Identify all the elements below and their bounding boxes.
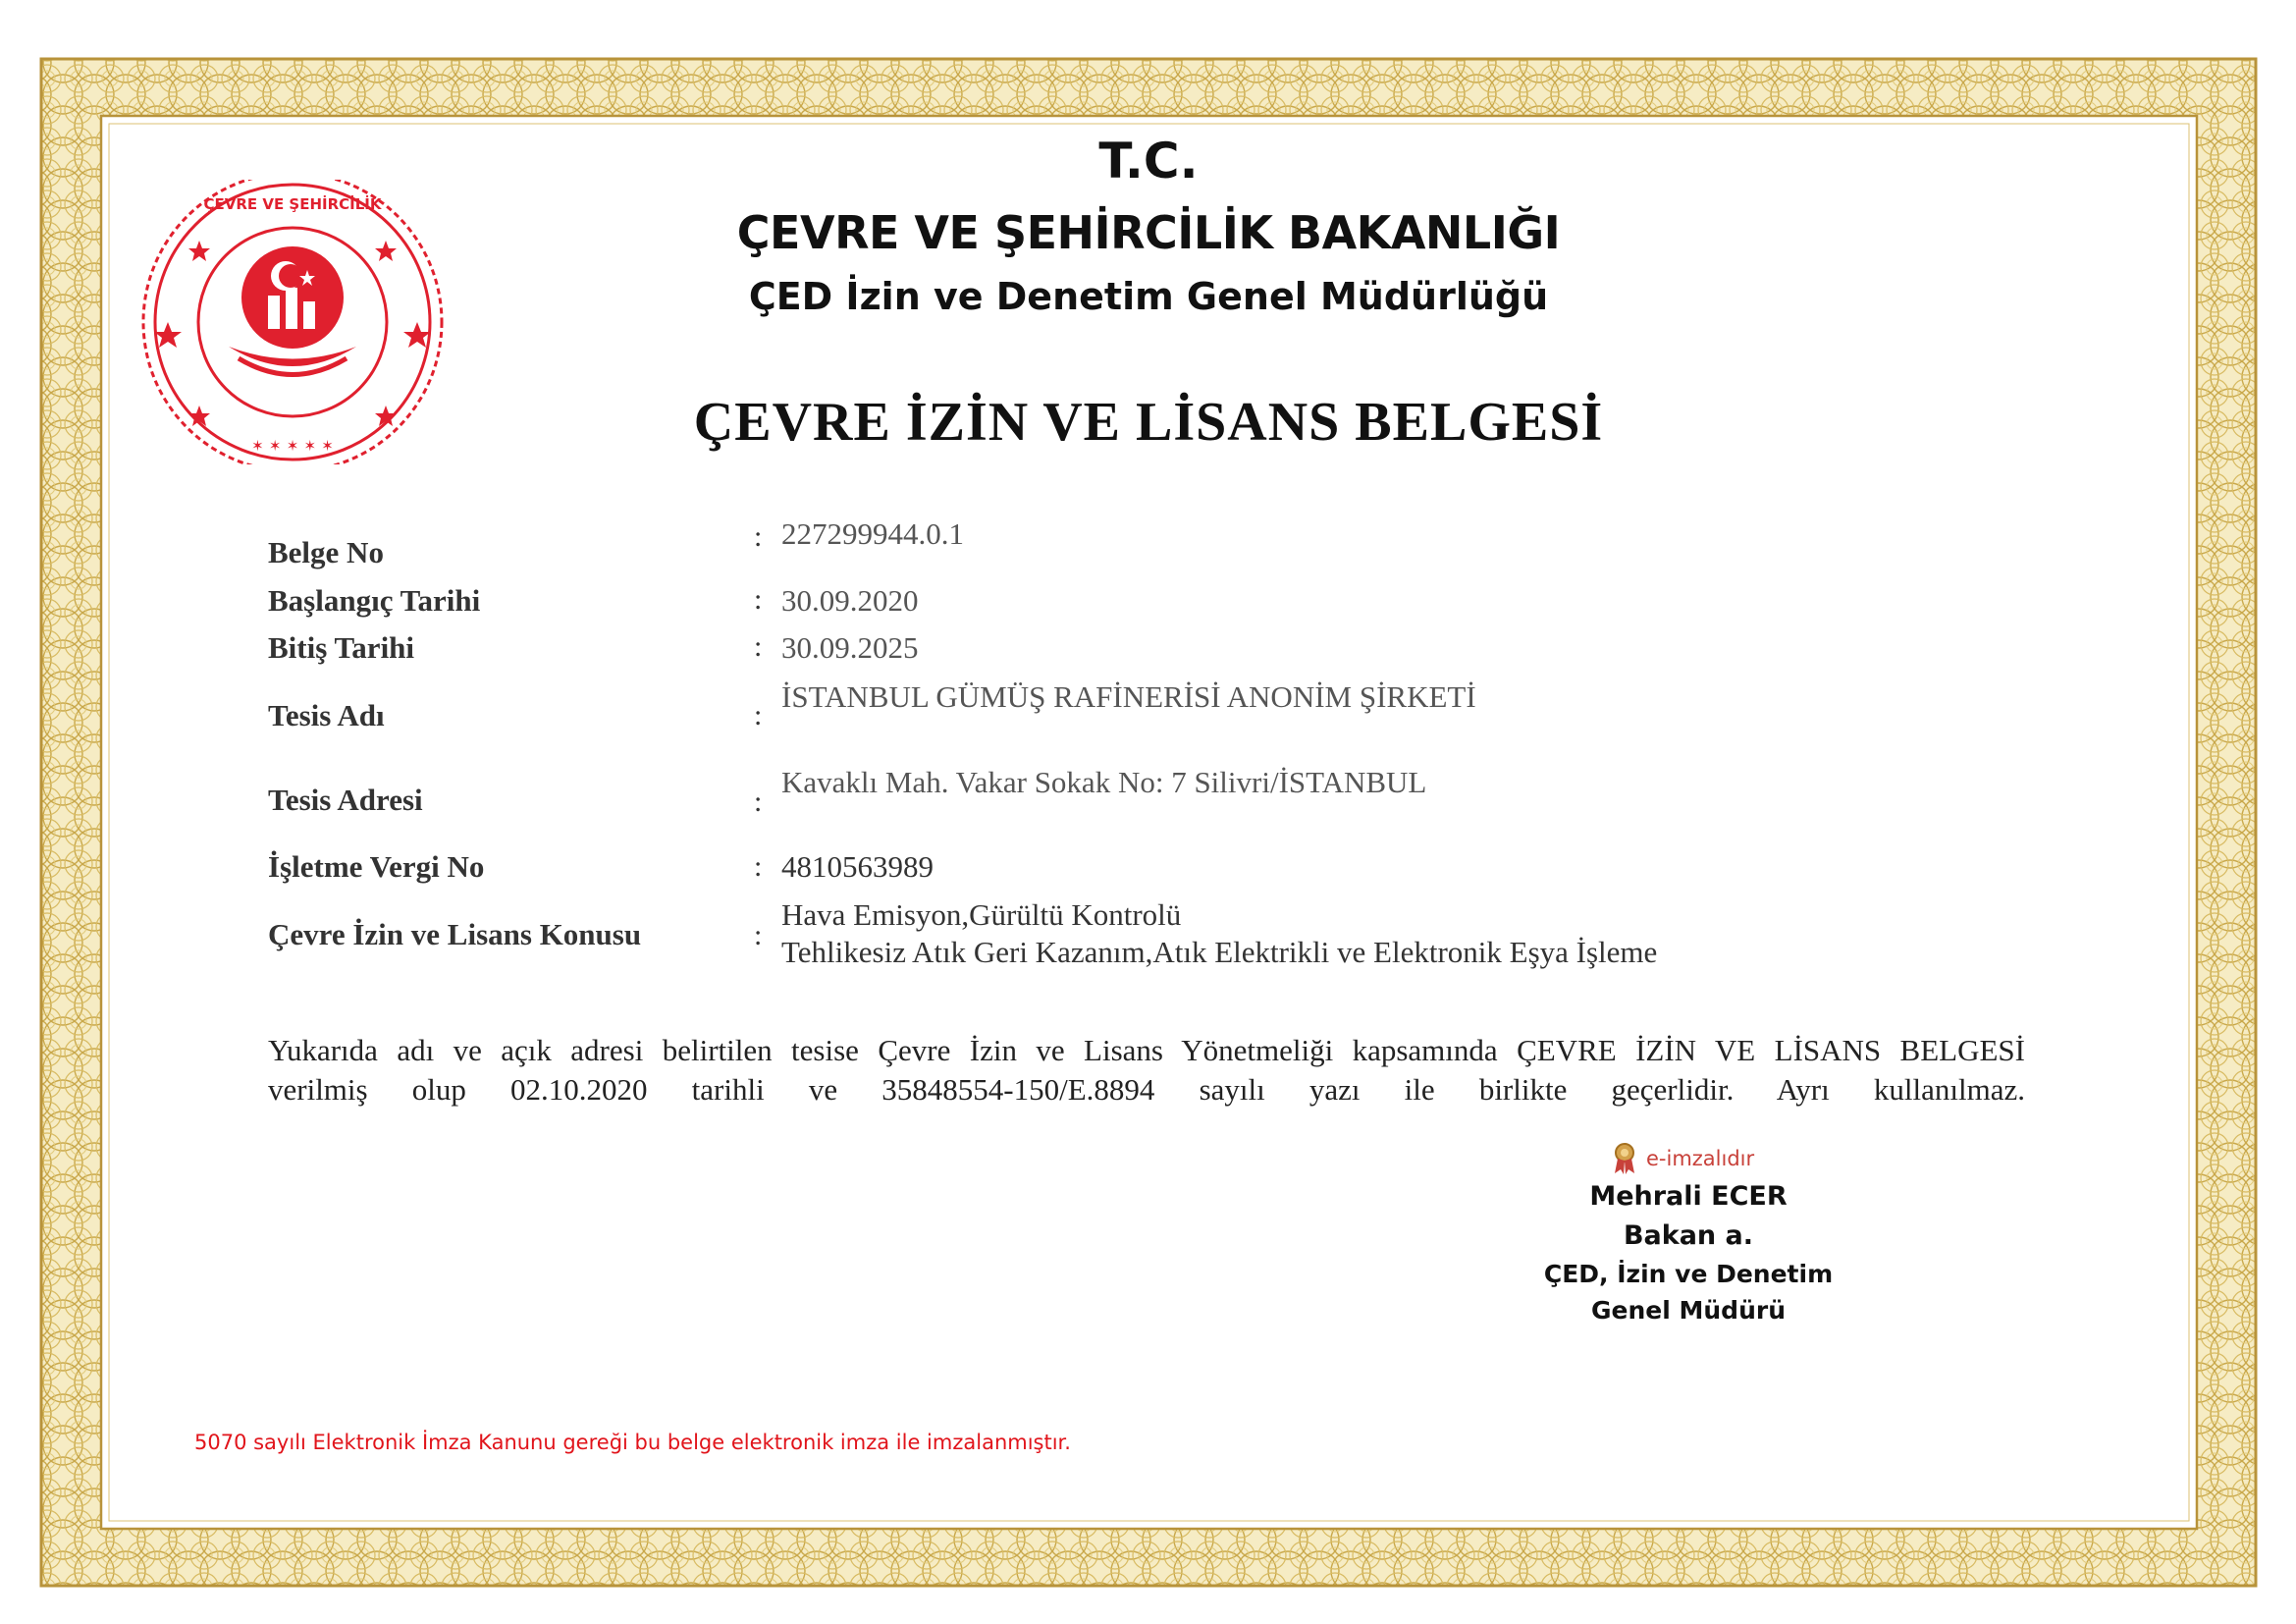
e-signature-label: e-imzalıdır: [1646, 1147, 1755, 1170]
field-value: 227299944.0.1: [781, 516, 964, 551]
statement-line: verilmiş olup 02.10.2020 tarihli ve 35848554-150/E.8894 sayılı yazı ile birlikte geçerlidir. Ayrı kullanılmaz.: [268, 1072, 2025, 1107]
validity-statement: [268, 1031, 2025, 1110]
field-value: 30.09.2020: [781, 583, 919, 618]
field-separator: :: [754, 630, 763, 663]
signatory-title: Bakan a.: [1623, 1220, 1754, 1251]
field-separator: :: [754, 850, 763, 883]
field-separator: :: [754, 699, 763, 731]
field-value-line: Tehlikesiz Atık Geri Kazanım,Atık Elektrikli ve Elektronik Eşya İşleme: [781, 935, 1658, 969]
field-value: 30.09.2025: [781, 630, 919, 665]
field-separator: :: [754, 785, 763, 818]
field-value: İSTANBUL GÜMÜŞ RAFİNERİSİ ANONİM ŞİRKETİ: [781, 679, 1476, 714]
ribbon-award-icon: [1613, 1142, 1636, 1175]
field-label: İşletme Vergi No: [268, 849, 485, 884]
field-label: Tesis Adresi: [268, 783, 423, 817]
directorate-heading: ÇED İzin ve Denetim Genel Müdürlüğü: [748, 275, 1549, 318]
svg-text:ÇEVRE VE ŞEHİRCİLİK: ÇEVRE VE ŞEHİRCİLİK: [203, 195, 382, 213]
field-separator: :: [754, 520, 763, 553]
field-label: Bitiş Tarihi: [268, 630, 415, 665]
e-signature-badge: [1613, 1142, 1754, 1175]
signatory-department: Genel Müdürü: [1591, 1296, 1786, 1325]
signatory-department: ÇED, İzin ve Denetim: [1543, 1260, 1834, 1288]
field-label: Tesis Adı: [268, 698, 385, 732]
document-title: ÇEVRE İZİN VE LİSANS BELGESİ: [693, 392, 1604, 453]
statement-line: Yukarıda adı ve açık adresi belirtilen tesise Çevre İzin ve Lisans Yönetmeliği kapsamında ÇEVRE İZİN VE LİSANS BELGESİ: [268, 1033, 2025, 1067]
field-separator: :: [754, 583, 763, 616]
field-label: Başlangıç Tarihi: [268, 583, 481, 618]
field-value: Kavaklı Mah. Vakar Sokak No: 7 Silivri/İSTANBUL: [781, 765, 1427, 799]
signatory-name: Mehrali ECER: [1589, 1181, 1788, 1212]
svg-text:✶ ✶ ✶ ✶ ✶: ✶ ✶ ✶ ✶ ✶: [251, 437, 334, 455]
ministry-heading: ÇEVRE VE ŞEHİRCİLİK BAKANLIĞI: [736, 206, 1561, 259]
field-separator: :: [754, 919, 763, 951]
field-label: Çevre İzin ve Lisans Konusu: [268, 917, 642, 951]
field-value: 4810563989: [781, 849, 934, 884]
e-signature-legal-note: 5070 sayılı Elektronik İmza Kanunu gereği bu belge elektronik imza ile imzalanmıştır.: [194, 1431, 1071, 1454]
field-label: Belge No: [268, 535, 384, 569]
field-value-line: Hava Emisyon,Gürültü Kontrolü: [781, 897, 1182, 932]
state-heading: T.C.: [1098, 133, 1199, 189]
